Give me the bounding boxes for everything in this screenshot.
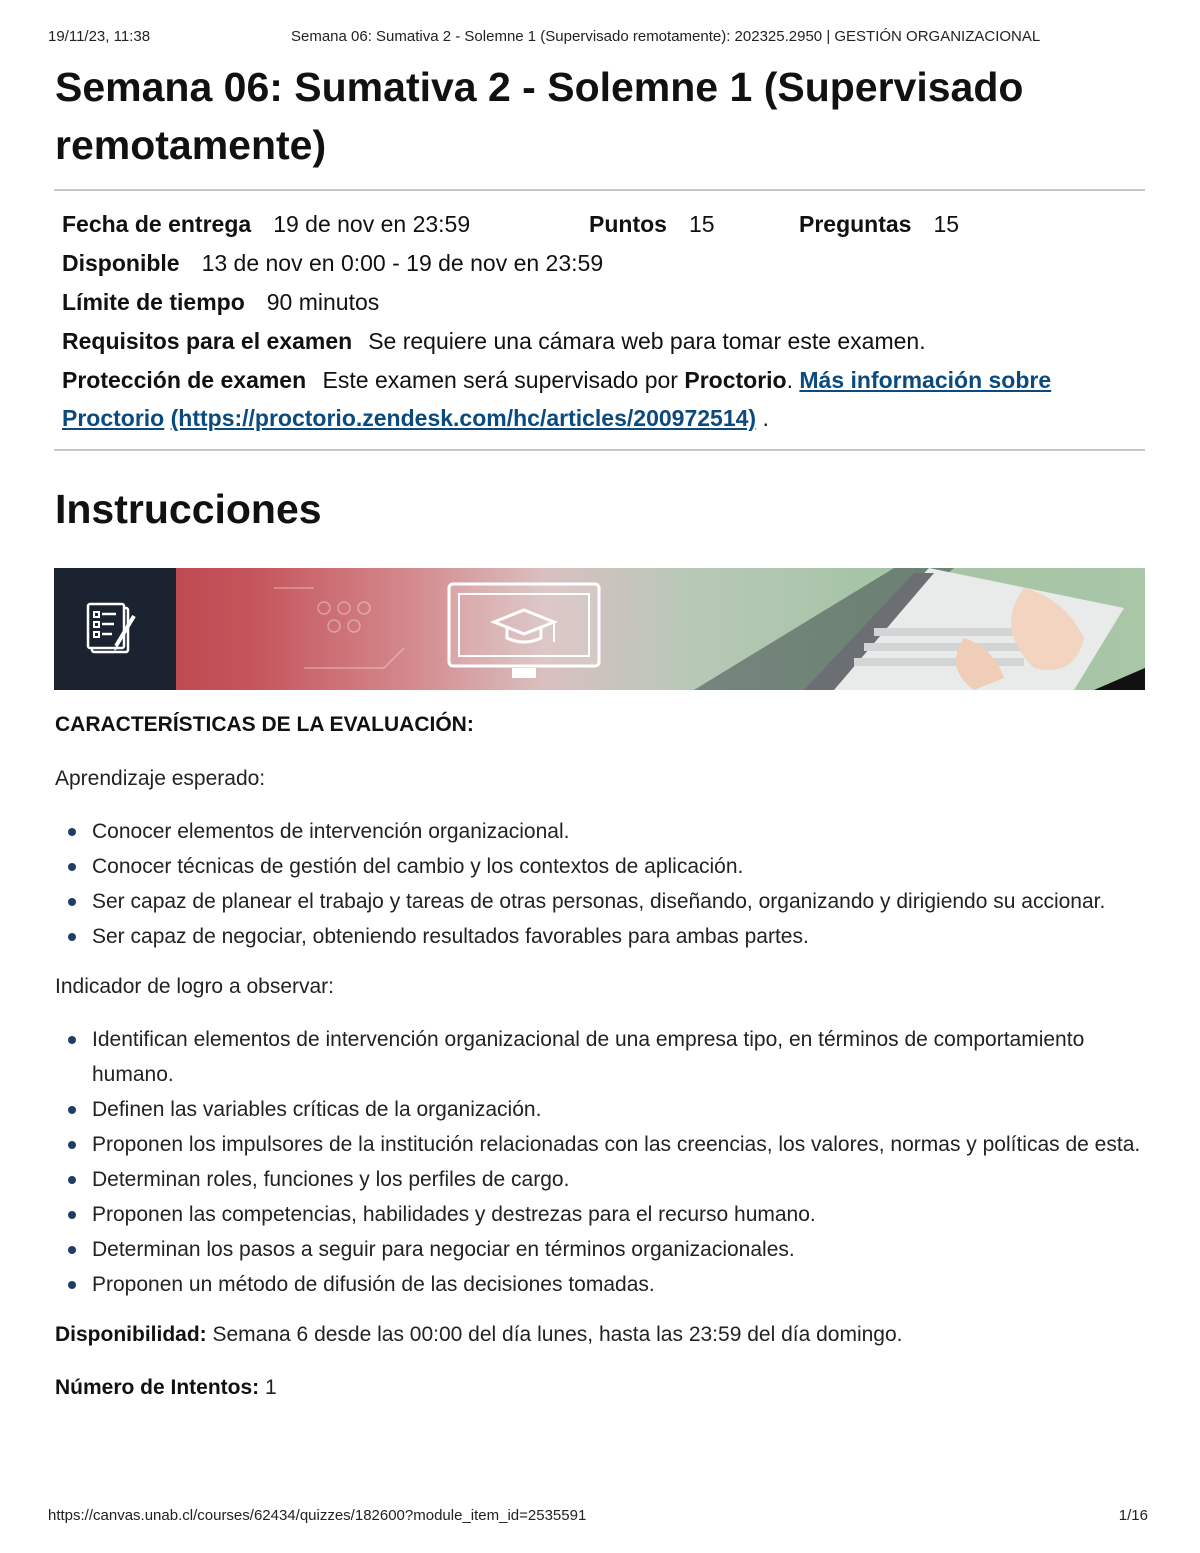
available-value: 13 de nov en 0:00 - 19 de nov en 23:59 bbox=[201, 250, 604, 276]
protection-text: Este examen será supervisado por bbox=[322, 367, 678, 393]
divider bbox=[54, 189, 1145, 191]
laptop-typing-hands-image bbox=[694, 568, 1145, 690]
quiz-details-row-available bbox=[62, 244, 1142, 283]
monitor-graduation-cap-icon bbox=[447, 582, 607, 687]
quiz-details bbox=[62, 205, 1142, 437]
available-label: Disponible bbox=[62, 250, 180, 276]
print-date: 19/11/23, 11:38 bbox=[48, 28, 151, 45]
list-item: Determinan los pasos a seguir para negociar en términos organizacionales. bbox=[55, 1232, 1145, 1267]
questions-value: 15 bbox=[933, 211, 960, 237]
indicator-list bbox=[55, 1022, 1145, 1302]
list-item: Proponen un método de difusión de las decisiones tomadas. bbox=[55, 1267, 1145, 1302]
list-item: Proponen los impulsores de la institución relacionadas con las creencias, los valores, normas y políticas de esta. bbox=[55, 1127, 1145, 1162]
instructions-content bbox=[55, 710, 1145, 1403]
quiz-details-row-due bbox=[62, 205, 1142, 244]
protection-label: Protección de examen bbox=[62, 367, 307, 393]
attempts-line bbox=[55, 1373, 1145, 1403]
divider bbox=[54, 449, 1145, 451]
proctorio-info-link[interactable]: Más información sobre Proctorio bbox=[62, 367, 1052, 431]
time-limit-label: Límite de tiempo bbox=[62, 289, 245, 315]
learning-list bbox=[55, 814, 1145, 954]
points-label: Puntos bbox=[589, 211, 667, 237]
characteristics-heading: CARACTERÍSTICAS DE LA EVALUACIÓN: bbox=[55, 713, 474, 736]
attempts-value: 1 bbox=[265, 1376, 277, 1399]
requirements-label: Requisitos para el examen bbox=[62, 328, 353, 354]
due-value: 19 de nov en 23:59 bbox=[273, 211, 471, 237]
print-footer bbox=[48, 1507, 1148, 1527]
points-value: 15 bbox=[688, 211, 715, 237]
time-limit-value: 90 minutos bbox=[266, 289, 380, 315]
instructions-heading: Instrucciones bbox=[55, 486, 322, 532]
requirements-value: Se requiere una cámara web para tomar este examen. bbox=[368, 328, 926, 354]
list-item: Conocer técnicas de gestión del cambio y los contextos de aplicación. bbox=[55, 849, 1145, 884]
print-footer-url: https://canvas.unab.cl/courses/62434/quizzes/182600?module_item_id=2535591 bbox=[48, 1507, 587, 1524]
quiz-details-row-time-limit bbox=[62, 283, 1142, 322]
indicator-label: Indicador de logro a observar: bbox=[55, 975, 334, 998]
list-item: Identifican elementos de intervención organizacional de una empresa tipo, en términos de comportamiento humano. bbox=[55, 1022, 1145, 1092]
print-header bbox=[48, 28, 1152, 48]
quiz-details-row-protection: Protección de examen Este examen será supervisado por Proctorio. Más información sobre Proctorio (https://proctorio.zendesk.com/hc/articles/200972514) . bbox=[62, 367, 1052, 431]
print-document-title: Semana 06: Sumativa 2 - Solemne 1 (Supervisado remotamente): 202325.2950 | GESTIÓN ORGANIZACIONAL bbox=[291, 28, 1041, 45]
protection-brand: Proctorio bbox=[684, 367, 787, 393]
list-item: Determinan roles, funciones y los perfiles de cargo. bbox=[55, 1162, 1145, 1197]
list-item: Proponen las competencias, habilidades y destrezas para el recurso humano. bbox=[55, 1197, 1145, 1232]
attempts-label: Número de Intentos: bbox=[55, 1376, 260, 1399]
list-item: Ser capaz de negociar, obteniendo resultados favorables para ambas partes. bbox=[55, 919, 1145, 954]
availability-label: Disponibilidad: bbox=[55, 1323, 207, 1346]
list-item: Ser capaz de planear el trabajo y tareas de otras personas, diseñando, organizando y dirigiendo su accionar. bbox=[55, 884, 1145, 919]
proctorio-link-url[interactable]: (https://proctorio.zendesk.com/hc/articles/200972514) bbox=[170, 405, 757, 431]
checklist-document-icon bbox=[86, 600, 144, 663]
availability-value: Semana 6 desde las 00:00 del día lunes, hasta las 23:59 del día domingo. bbox=[212, 1323, 903, 1346]
page-title: Semana 06: Sumativa 2 - Solemne 1 (Supervisado remotamente) bbox=[55, 64, 1024, 168]
quiz-details-row-requirements bbox=[62, 322, 1142, 361]
list-item: Definen las variables críticas de la organización. bbox=[55, 1092, 1145, 1127]
availability-line bbox=[55, 1320, 1145, 1350]
protection-end: . bbox=[762, 405, 769, 431]
circuit-pattern bbox=[184, 568, 484, 690]
list-item: Conocer elementos de intervención organizacional. bbox=[55, 814, 1145, 849]
page-number: 1/16 bbox=[1118, 1507, 1148, 1524]
instructions-banner bbox=[54, 568, 1145, 690]
questions-label: Preguntas bbox=[799, 211, 912, 237]
learning-label: Aprendizaje esperado: bbox=[55, 767, 266, 790]
due-label: Fecha de entrega bbox=[62, 211, 252, 237]
